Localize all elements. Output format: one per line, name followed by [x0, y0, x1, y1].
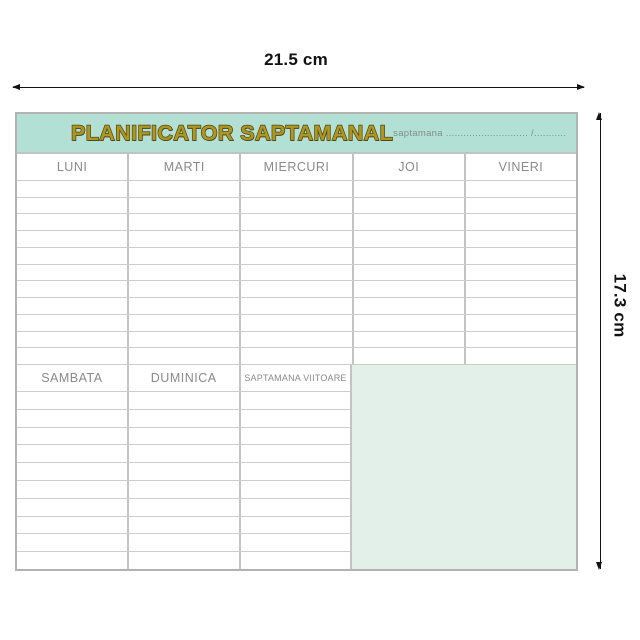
grid-row — [17, 517, 350, 535]
grid-cell — [129, 534, 241, 551]
grid-cell — [354, 315, 466, 331]
grid-cell — [17, 298, 129, 314]
grid-cell — [466, 281, 576, 297]
weekday-header-joi: JOI — [354, 154, 466, 180]
grid-cell — [17, 499, 129, 516]
grid-row — [17, 181, 576, 198]
grid-cell — [241, 265, 353, 281]
week-number-field: saptamana ............................ /........... — [393, 127, 567, 139]
grid-cell — [466, 181, 576, 197]
grid-cell — [466, 265, 576, 281]
height-dimension-label: 17.3 cm — [610, 273, 630, 338]
grid-cell — [241, 534, 351, 551]
grid-cell — [17, 315, 129, 331]
grid-cell — [129, 281, 241, 297]
grid-cell — [241, 198, 353, 214]
grid-cell — [129, 181, 241, 197]
grid-row — [17, 265, 576, 282]
grid-cell — [129, 332, 241, 348]
grid-cell — [241, 315, 353, 331]
grid-cell — [354, 348, 466, 364]
grid-cell — [241, 231, 353, 247]
grid-cell — [354, 181, 466, 197]
grid-cell — [129, 428, 241, 445]
grid-cell — [354, 265, 466, 281]
grid-cell — [129, 348, 241, 364]
grid-cell — [241, 298, 353, 314]
grid-cell — [129, 248, 241, 264]
grid-row — [17, 281, 576, 298]
grid-cell — [241, 181, 353, 197]
grid-cell — [354, 298, 466, 314]
grid-row — [17, 499, 350, 517]
width-dimension-label: 21.5 cm — [264, 50, 328, 69]
grid-cell — [17, 552, 129, 569]
grid-cell — [354, 214, 466, 230]
grid-cell — [241, 517, 351, 534]
grid-cell — [17, 445, 129, 462]
grid-cell — [17, 181, 129, 197]
grid-cell — [129, 445, 241, 462]
grid-cell — [466, 332, 576, 348]
grid-row — [17, 463, 350, 481]
planner-sheet — [15, 112, 578, 571]
width-dimension-arrow — [13, 87, 584, 88]
grid-cell — [129, 517, 241, 534]
grid-cell — [129, 481, 241, 498]
grid-cell — [466, 231, 576, 247]
weekday-header-marti: MARTI — [129, 154, 241, 180]
grid-cell — [241, 348, 353, 364]
grid-cell — [466, 248, 576, 264]
grid-row — [17, 315, 576, 332]
grid-cell — [354, 198, 466, 214]
grid-cell — [129, 392, 241, 409]
grid-cell — [241, 281, 353, 297]
weekday-grid — [17, 181, 576, 365]
grid-cell — [241, 214, 353, 230]
grid-cell — [17, 281, 129, 297]
grid-cell — [241, 428, 351, 445]
grid-cell — [241, 445, 351, 462]
grid-row — [17, 552, 350, 569]
grid-cell — [17, 231, 129, 247]
weekday-header-row — [17, 154, 576, 181]
grid-row — [17, 298, 576, 315]
grid-cell — [129, 265, 241, 281]
grid-cell — [241, 332, 353, 348]
grid-cell — [17, 265, 129, 281]
grid-row — [17, 332, 576, 349]
grid-cell — [354, 248, 466, 264]
grid-row — [17, 445, 350, 463]
grid-row — [17, 392, 350, 410]
grid-row — [17, 198, 576, 215]
grid-row — [17, 214, 576, 231]
grid-cell — [129, 315, 241, 331]
grid-cell — [241, 392, 351, 409]
grid-cell — [17, 198, 129, 214]
weekend-header-sambata: SAMBATA — [17, 365, 129, 391]
grid-cell — [17, 517, 129, 534]
grid-cell — [129, 552, 241, 569]
grid-cell — [129, 214, 241, 230]
weekend-section — [17, 365, 576, 569]
grid-cell — [241, 463, 351, 480]
header-band — [17, 114, 576, 154]
grid-cell — [129, 298, 241, 314]
grid-cell — [466, 298, 576, 314]
grid-cell — [354, 231, 466, 247]
grid-row — [17, 248, 576, 265]
weekend-header-saptamana-viitoare: SAPTAMANA VIITOARE — [244, 373, 347, 383]
grid-row — [17, 534, 350, 552]
grid-cell — [466, 214, 576, 230]
grid-cell — [17, 534, 129, 551]
grid-cell — [241, 552, 351, 569]
weekday-header-vineri: VINERI — [498, 160, 544, 174]
grid-row — [17, 348, 576, 365]
grid-row — [17, 481, 350, 499]
grid-cell — [17, 481, 129, 498]
grid-cell — [241, 481, 351, 498]
weekend-grid — [17, 365, 352, 569]
grid-cell — [17, 332, 129, 348]
grid-cell — [17, 463, 129, 480]
grid-cell — [17, 214, 129, 230]
grid-cell — [129, 198, 241, 214]
grid-cell — [241, 248, 353, 264]
grid-cell — [129, 463, 241, 480]
grid-cell — [241, 499, 351, 516]
grid-cell — [17, 410, 129, 427]
height-dimension-arrow — [600, 113, 601, 569]
weekend-header-duminica: DUMINICA — [129, 365, 241, 391]
grid-row — [17, 410, 350, 428]
grid-cell — [129, 499, 241, 516]
weekend-header-row — [17, 365, 350, 392]
grid-cell — [17, 348, 129, 364]
grid-cell — [17, 392, 129, 409]
grid-row — [17, 231, 576, 248]
grid-cell — [129, 410, 241, 427]
grid-row — [17, 428, 350, 446]
weekday-header-luni: LUNI — [17, 154, 129, 180]
planner-title: PLANIFICATOR SAPTAMANAL — [71, 120, 394, 145]
weekday-header-miercuri: MIERCURI — [241, 154, 353, 180]
grid-cell — [466, 198, 576, 214]
grid-cell — [17, 428, 129, 445]
notes-panel — [352, 365, 576, 569]
grid-cell — [354, 281, 466, 297]
grid-cell — [17, 248, 129, 264]
grid-cell — [466, 348, 576, 364]
grid-cell — [129, 231, 241, 247]
grid-cell — [354, 332, 466, 348]
grid-cell — [241, 410, 351, 427]
grid-cell — [466, 315, 576, 331]
weekend-rows — [17, 392, 350, 569]
